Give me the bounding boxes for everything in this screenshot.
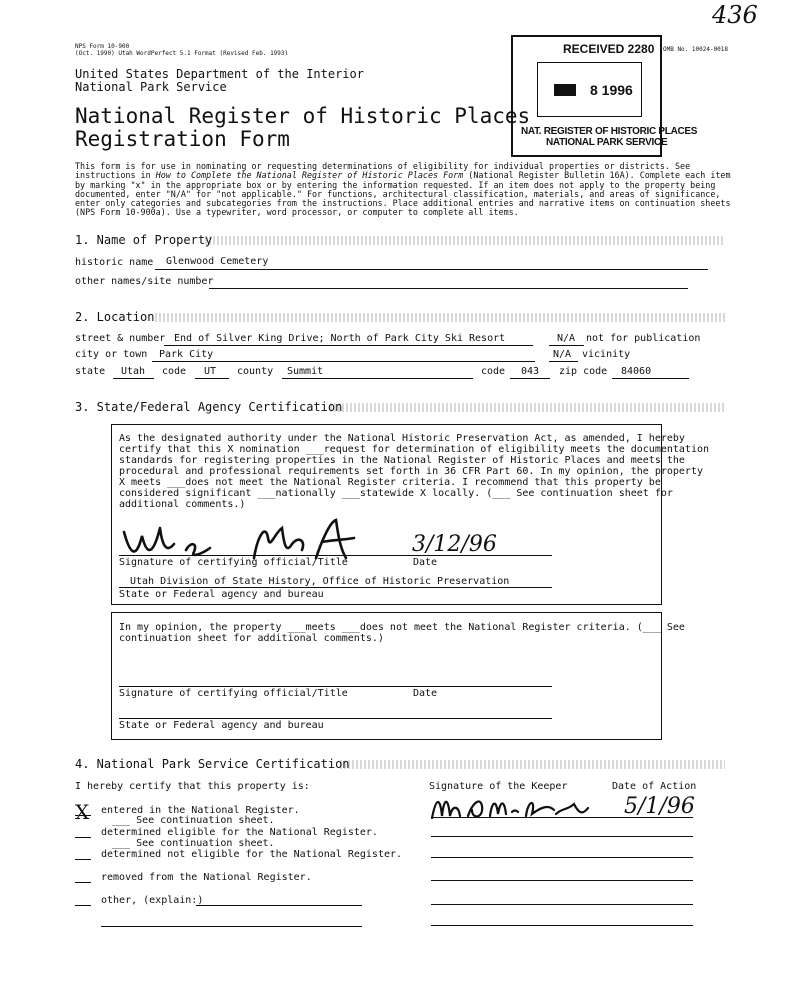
form-title: National Register of Historic Places — [75, 104, 531, 128]
agency2-label: State or Federal agency and bureau — [119, 720, 324, 731]
entered-check-mark: X — [75, 800, 90, 824]
county-code-line — [510, 378, 550, 379]
removed-option: removed from the National Register. — [101, 872, 312, 883]
section-4-heading: 4. National Park Service Certification — [75, 757, 350, 771]
cert-line-1: As the designated authority under the National Historic Preservation Act, as amended, I hereby — [119, 433, 685, 444]
vicinity-value: N/A — [553, 349, 572, 360]
opinion-line-2: continuation sheet for additional comments.) — [119, 633, 384, 644]
omb-number: OMB No. 10024-0018 — [663, 46, 729, 53]
keeper-line-2 — [431, 836, 693, 837]
stamp-line2: NATIONAL PARK SERVICE — [546, 137, 668, 148]
section-1-heading: 1. Name of Property — [75, 233, 213, 247]
other-blank — [75, 905, 91, 906]
state-code-line — [195, 378, 229, 379]
state-value: Utah — [121, 366, 146, 377]
stamp-date-blot — [554, 84, 576, 96]
cert-line-7: additional comments.) — [119, 499, 246, 510]
form-subtitle: Registration Form — [75, 127, 290, 151]
agency2-line — [119, 718, 552, 719]
keeper-label: Signature of the Keeper — [429, 781, 568, 792]
agency-line — [119, 587, 552, 588]
not-for-publication-value: N/A — [557, 333, 576, 344]
signature2-date-label: Date — [413, 688, 438, 699]
city-value: Park City — [159, 349, 214, 360]
section-2-heading: 2. Location — [75, 310, 155, 324]
keeper-line-3 — [431, 857, 693, 858]
zip-label: zip code — [559, 366, 608, 377]
county-label: county — [237, 366, 274, 377]
stamp-received: RECEIVED 2280 — [563, 42, 655, 56]
cert-line-5: X meets ___does not meet the National Register criteria. I recommend that this property be — [119, 477, 661, 488]
entered-blank — [75, 815, 91, 816]
keeper-line-5 — [431, 904, 693, 905]
cert-line-3: standards for registering properties in the National Register of Historic Places and meets the — [119, 455, 685, 466]
historic-name-label: historic name — [75, 257, 154, 268]
removed-blank — [75, 882, 91, 883]
date-of-action-value: 5/1/96 — [624, 794, 695, 819]
certify-label: I hereby certify that this property is: — [75, 781, 310, 792]
section-2-shading — [155, 313, 725, 322]
signature-date-value: 3/12/96 — [412, 532, 497, 557]
state-code-value: UT — [204, 366, 217, 377]
keeper-line-1 — [431, 817, 693, 818]
other-names-line — [209, 288, 688, 289]
city-label: city or town — [75, 349, 148, 360]
keeper-line-4 — [431, 880, 693, 881]
entered-option: entered in the National Register. — [101, 805, 300, 816]
street-label: street & number — [75, 333, 166, 344]
instructions-text-italic: How to Complete the National Register of Historic Places Form — [155, 170, 464, 181]
not-for-publication-line — [549, 345, 584, 346]
agency-value: Utah Division of State History, Office of Historic Preservation — [130, 576, 510, 587]
eligible-blank — [75, 837, 91, 838]
instructions-text-1: This form is for use in nominating or requesting determinations of eligibility for individual properties or districts. See instructions in — [75, 161, 691, 181]
county-code-value: 043 — [521, 366, 540, 377]
instructions-paragraph — [75, 162, 745, 218]
historic-name-value: Glenwood Cemetery — [166, 256, 269, 267]
eligible-continuation: ___ See continuation sheet. — [112, 838, 275, 849]
other-explain-line-2 — [101, 926, 362, 927]
not-eligible-blank — [75, 859, 91, 860]
signature-label: Signature of certifying official/Title — [119, 557, 348, 568]
section-1-shading — [205, 236, 725, 245]
signature-date-label: Date — [413, 557, 438, 568]
stamp-date: 8 1996 — [590, 82, 633, 98]
zip-value: 84060 — [621, 366, 652, 377]
agency-label: State or Federal agency and bureau — [119, 589, 324, 600]
section-3-shading — [330, 403, 725, 412]
state-line — [113, 378, 154, 379]
street-value: End of Silver King Drive; North of Park City Ski Resort — [174, 333, 506, 344]
state-label: state — [75, 366, 106, 377]
opinion-line-1: In my opinion, the property ___meets ___does not meet the National Register criteria. (___ See — [119, 622, 685, 633]
stamp-line1: NAT. REGISTER OF HISTORIC PLACES — [521, 126, 698, 137]
department-line: United States Department of the Interior — [75, 67, 364, 81]
vicinity-label: vicinity — [582, 349, 631, 360]
date-of-action-label: Date of Action — [612, 781, 697, 792]
keeper-line-6 — [431, 925, 693, 926]
county-value: Summit — [287, 366, 324, 377]
service-line: National Park Service — [75, 80, 227, 94]
keeper-signature — [428, 790, 598, 824]
other-names-label: other names/site number — [75, 276, 214, 287]
entered-continuation: ___ See continuation sheet. — [112, 815, 275, 826]
eligible-option: determined eligible for the National Register. — [101, 827, 378, 838]
instructions-text-2: (National Register Bulletin 16A). Complete each item by marking "x" in the appropriate box or by entering the information requested. If an item does not apply to the property being documented, enter "N/A" for "not applicable." For functions, architectural classification, materials, and areas of significance, enter only categories and subcategories from the instructions. Place additional entries and narrative items on continuation sheets (NPS Form 10-900a). Use a typewriter, word processor, or computer to complete all items. — [75, 170, 731, 218]
historic-name-line — [155, 269, 708, 270]
city-line — [152, 361, 535, 362]
signature2-line — [119, 686, 552, 687]
cert-line-2: certify that this X nomination ___request for determination of eligibility meets the documentation — [119, 444, 710, 455]
zip-line — [612, 378, 689, 379]
county-line — [282, 378, 473, 379]
section-4-shading — [340, 760, 725, 769]
section-3-heading: 3. State/Federal Agency Certification — [75, 400, 343, 414]
signature2-label: Signature of certifying official/Title — [119, 688, 348, 699]
state-code-label: code — [162, 366, 187, 377]
form-revision: (Oct. 1990) Utah WordPerfect 5.1 Format (Revised Feb. 1993) — [75, 50, 289, 57]
cert-line-6: considered significant ___nationally ___statewide X locally. (___ See continuation sheet for — [119, 488, 673, 499]
county-code-label: code — [481, 366, 506, 377]
not-for-publication-label: not for publication — [586, 333, 701, 344]
form-number: NPS Form 10-900 — [75, 43, 130, 50]
cert-line-4: procedural and professional requirements set forth in 36 CFR Part 60. In my opinion, the property — [119, 466, 703, 477]
other-explain-line — [196, 905, 362, 906]
other-option: other, (explain:) — [101, 895, 204, 906]
vicinity-line — [549, 361, 578, 362]
document-number: 436 — [712, 1, 758, 29]
street-line — [164, 345, 533, 346]
not-eligible-option: determined not eligible for the National Register. — [101, 849, 403, 860]
